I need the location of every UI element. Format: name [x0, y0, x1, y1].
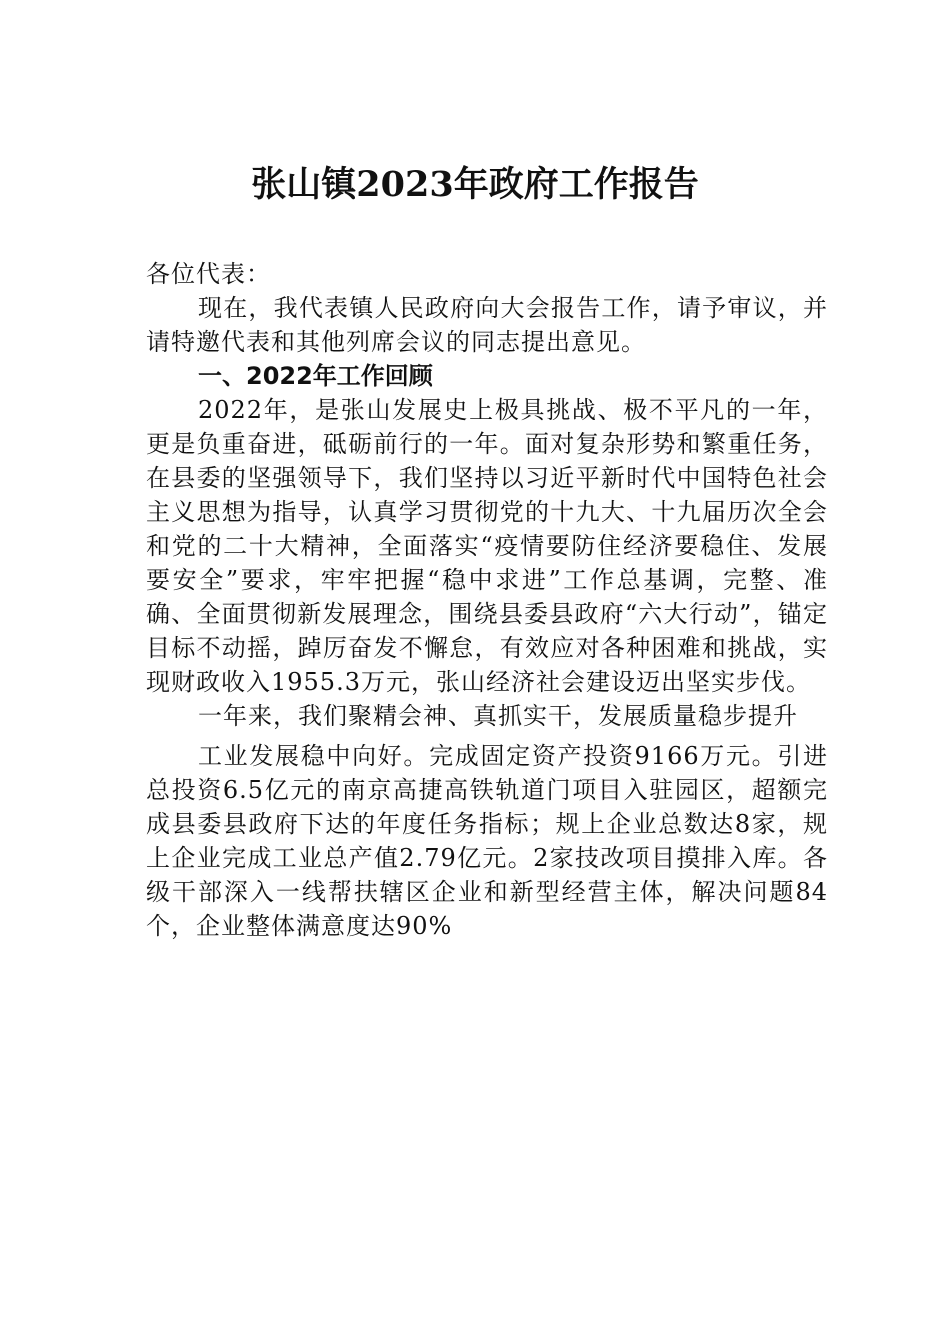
salutation: 各位代表： — [146, 260, 271, 288]
section-heading: 一、2022年工作回顾 — [198, 362, 433, 390]
summary-paragraph: 一年来，我们聚精会神、真抓实干，发展质量稳步提升 — [198, 702, 798, 730]
review-paragraph: 2022年，是张山发展史上极具挑战、极不平凡的一年，更是负重奋进，砥砺前行的一年。面对复杂形势和繁重任务，在县委的坚强领导下，我们坚持以习近平新时代中国特色社会主义思想为指导，认真学习贯彻党的十九大、十九届历次全会和党的二十大精神，全面落实“疫情要防住经济要稳住、发展要安全”要求，牢牢把握“稳中求进”工作总基调，完整、准确、全面贯彻新发展理念，围绕县委县政府“六大行动”，锚定目标不动摇，踔厉奋发不懈怠，有效应对各种困难和挑战，实现财政收入1955.3万元，张山经济社会建设迈出坚实步伐。 — [146, 396, 828, 696]
document-body — [146, 257, 828, 943]
industry-paragraph: 工业发展稳中向好。完成固定资产投资9166万元。引进总投资6.5亿元的南京高捷高铁轨道门项目入驻园区，超额完成县委县政府下达的年度任务指标；规上企业总数达8家，规上企业完成工业总产值2.79亿元。2家技改项目摸排入库。各级干部深入一线帮扶辖区企业和新型经营主体，解决问题84个，企业整体满意度达90% — [146, 742, 828, 940]
document-title: 张山镇2023年政府工作报告 — [251, 164, 699, 205]
intro-paragraph: 现在，我代表镇人民政府向大会报告工作，请予审议，并请特邀代表和其他列席会议的同志提出意见。 — [146, 294, 828, 356]
